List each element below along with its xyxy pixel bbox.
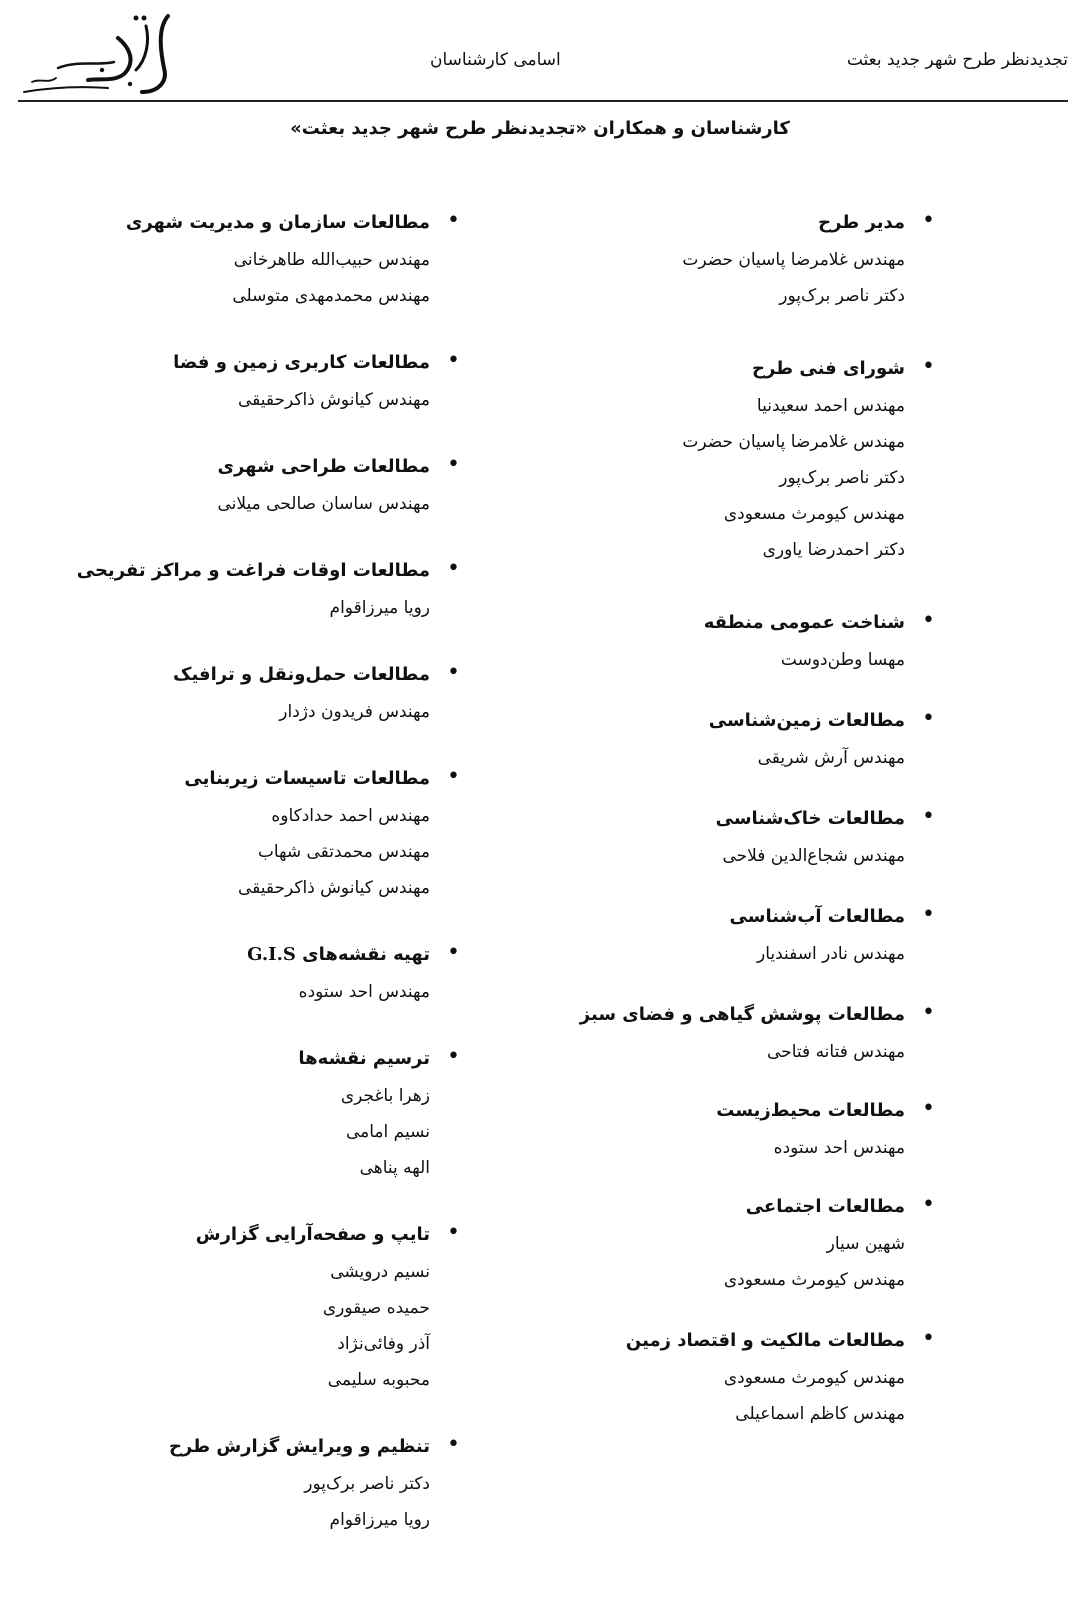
section-title: مطالعات مالکیت و اقتصاد زمین xyxy=(625,1330,905,1351)
member-name: رویا میرزاقوام xyxy=(329,598,430,618)
member-name: مهندس کیانوش ذاکرحقیقی xyxy=(238,878,430,898)
member-name: شهین سیار xyxy=(826,1234,905,1254)
member-name: مهندس احد ستوده xyxy=(298,982,430,1002)
member-name: آذر وفائی‌نژاد xyxy=(337,1334,430,1354)
gis-label: G.I.S xyxy=(247,944,296,965)
section-title: مطالعات پوشش گیاهی و فضای سبز xyxy=(579,1004,905,1025)
member-name: نسیم امامی xyxy=(345,1122,430,1142)
team-section xyxy=(76,556,460,626)
team-section xyxy=(100,1220,460,1398)
member-name: مهندس فتانه فتاحی xyxy=(767,1042,905,1062)
member-name: الهه پناهی xyxy=(359,1158,430,1178)
section-title: مطالعات خاک‌شناسی xyxy=(715,808,905,829)
section-title: تایپ و صفحه‌آرایی گزارش xyxy=(195,1224,430,1245)
section-title: تهیه نقشه‌های xyxy=(302,944,430,965)
section-heading xyxy=(475,608,905,638)
section-title: مطالعات اجتماعی xyxy=(745,1196,905,1217)
section-heading xyxy=(475,1096,905,1126)
team-section xyxy=(475,706,935,776)
document-title: تجدیدنظر طرح شهر جدید بعثت xyxy=(846,50,1068,70)
section-heading xyxy=(475,1326,905,1356)
section-title: مطالعات زمین‌شناسی xyxy=(708,710,905,731)
section-heading xyxy=(76,556,430,586)
document-subtitle: کارشناسان و همکاران «تجدیدنظر طرح شهر جدید بعثت» xyxy=(290,118,790,139)
team-section xyxy=(475,1000,935,1070)
team-section xyxy=(475,902,935,972)
member-name: دکتر ناصر برک‌پور xyxy=(779,286,905,306)
section-heading xyxy=(100,208,430,238)
section-title: مطالعات سازمان و مدیریت شهری xyxy=(125,212,430,233)
member-name: دکتر ناصر برک‌پور xyxy=(304,1474,430,1494)
section-title: مطالعات آب‌شناسی xyxy=(729,906,905,927)
team-section xyxy=(100,1044,460,1186)
member-name: مهندس ساسان صالحی میلانی xyxy=(217,494,430,514)
section-heading xyxy=(475,354,905,384)
section-heading xyxy=(100,940,430,970)
member-name: مهندس احمد سعیدنیا xyxy=(756,396,905,416)
member-name: مهندس محمدتقی شهاب xyxy=(257,842,430,862)
team-section xyxy=(475,804,935,874)
member-name: مهندس حبیب‌الله طاهرخانی xyxy=(233,250,430,270)
member-name: محبوبه سلیمی xyxy=(327,1370,430,1390)
member-name: مهندس محمدمهدی متوسلی xyxy=(232,286,430,306)
section-heading xyxy=(475,208,905,238)
member-name: حمیده صیقوری xyxy=(322,1298,430,1318)
section-heading xyxy=(100,764,430,794)
left-column xyxy=(76,208,460,1568)
section-heading xyxy=(100,348,430,378)
team-section xyxy=(100,208,460,314)
member-name: نسیم درویشی xyxy=(330,1262,430,1282)
right-column xyxy=(475,208,935,1462)
member-name: مهندس کیومرث مسعودی xyxy=(723,1368,905,1388)
section-heading xyxy=(475,706,905,736)
section-heading xyxy=(100,452,430,482)
logo xyxy=(18,8,178,96)
section-title: مطالعات محیط‌زیست xyxy=(716,1100,905,1121)
member-name: مهندس کاظم اسماعیلی xyxy=(735,1404,905,1424)
section-title: مطالعات اوقات فراغت و مراکز تفریحی xyxy=(76,560,430,581)
section-heading xyxy=(100,1044,430,1074)
section-title: شناخت عمومی منطقه xyxy=(703,612,905,633)
team-section xyxy=(100,660,460,730)
page-title: اسامی کارشناسان xyxy=(430,50,561,70)
section-title: ترسیم نقشه‌ها xyxy=(298,1048,430,1069)
team-section xyxy=(475,1096,935,1166)
member-name: مهندس احد ستوده xyxy=(773,1138,905,1158)
section-heading xyxy=(100,1432,430,1462)
section-title: مطالعات حمل‌ونقل و ترافیک xyxy=(173,664,430,685)
member-name: مهندس فریدون دژدار xyxy=(279,702,430,722)
page-header xyxy=(18,0,1068,102)
member-name: مهندس کیومرث مسعودی xyxy=(723,1270,905,1290)
team-section xyxy=(475,1326,935,1432)
section-heading xyxy=(100,660,430,690)
section-heading xyxy=(475,902,905,932)
member-name: مهندس کیومرث مسعودی xyxy=(723,504,905,524)
section-title: تنظیم و ویرایش گزارش طرح xyxy=(168,1436,430,1457)
member-name: مهندس آرش شریقی xyxy=(757,748,905,768)
team-section xyxy=(475,1192,935,1298)
member-name: مهندس کیانوش ذاکرحقیقی xyxy=(238,390,430,410)
member-name: مهندس نادر اسفندیار xyxy=(757,944,905,964)
member-name: دکتر احمدرضا یاوری xyxy=(762,540,905,560)
section-title: شورای فنی طرح xyxy=(751,358,905,379)
section-heading xyxy=(475,1192,905,1222)
section-title: مطالعات کاربری زمین و فضا xyxy=(173,352,430,373)
member-name: مهندس غلامرضا پاسیان حضرت xyxy=(682,432,905,452)
team-section xyxy=(475,354,935,568)
section-title: مطالعات تاسیسات زیربنایی xyxy=(184,768,430,789)
team-section xyxy=(100,1432,460,1538)
team-section xyxy=(475,208,935,314)
section-heading xyxy=(100,1220,430,1250)
member-name: رویا میرزاقوام xyxy=(329,1510,430,1530)
section-title: مطالعات طراحی شهری xyxy=(217,456,430,477)
team-section xyxy=(475,608,935,678)
team-section xyxy=(100,940,460,1010)
section-title: مدیر طرح xyxy=(818,212,905,233)
section-heading xyxy=(475,804,905,834)
member-name: مهسا وطن‌دوست xyxy=(780,650,905,670)
section-heading xyxy=(475,1000,905,1030)
team-section xyxy=(100,764,460,906)
member-name: زهرا باغجری xyxy=(340,1086,430,1106)
member-name: مهندس احمد حدادکاوه xyxy=(271,806,430,826)
team-section xyxy=(100,452,460,522)
member-name: مهندس غلامرضا پاسیان حضرت xyxy=(682,250,905,270)
team-section xyxy=(100,348,460,418)
member-name: مهندس شجاع‌الدین فلاحی xyxy=(722,846,905,866)
member-name: دکتر ناصر برک‌پور xyxy=(779,468,905,488)
